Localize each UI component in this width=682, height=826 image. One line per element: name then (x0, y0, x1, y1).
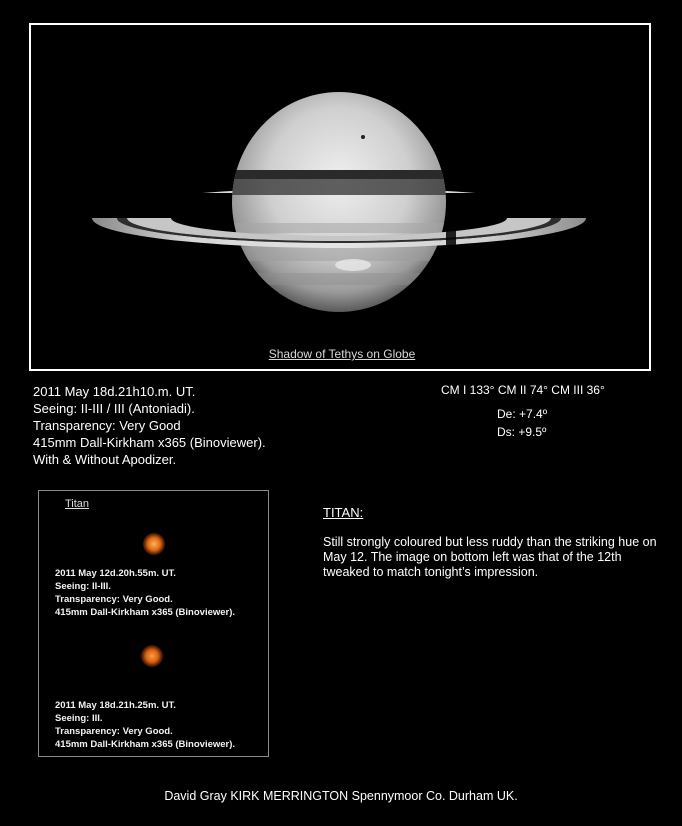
observer-credit: David Gray KIRK MERRINGTON Spennymoor Co. Durham UK. (164, 789, 518, 803)
saturn-image (31, 25, 649, 369)
titan-heading: TITAN: (323, 505, 364, 520)
saturn-globe (226, 92, 456, 312)
obs-transparency: Transparency: Very Good (33, 418, 181, 433)
titan-obs1-telescope: 415mm Dall-Kirkham x365 (Binoviewer). (55, 607, 236, 618)
obs-date: 2011 May 18d.21h10.m. UT. (33, 384, 196, 399)
titan-obs1-date: 2011 May 12d.20h.55m. UT. (55, 568, 176, 579)
obs-apodizer: With & Without Apodizer. (33, 452, 177, 467)
obs-telescope: 415mm Dall-Kirkham x365 (Binoviewer). (33, 435, 266, 450)
titan-image-may12 (143, 533, 165, 555)
titan-panel (38, 490, 269, 757)
observation-details (33, 383, 266, 468)
titan-obs2-date: 2011 May 18d.21h.25m. UT. (55, 700, 176, 711)
titan-obs2-transparency: Transparency: Very Good. (55, 726, 173, 737)
titan-obs1-transparency: Transparency: Very Good. (55, 594, 173, 605)
titan-image-may18 (141, 645, 163, 667)
titan-obs2-telescope: 415mm Dall-Kirkham x365 (Binoviewer). (55, 739, 236, 750)
titan-label: Titan (65, 498, 90, 510)
saturn-image-panel (29, 23, 651, 371)
ds-value: Ds: +9.5º (497, 425, 547, 439)
central-meridians: CM I 133° CM II 74° CM III 36° (441, 383, 605, 397)
titan-obs1-seeing: Seeing: II-III. (55, 581, 111, 592)
titan-description: Still strongly coloured but less ruddy than the striking hue on May 12. The image on bottom left was that of the 12th tweaked to match tonight’s impression. (323, 535, 657, 579)
obs-seeing: Seeing: II-III / III (Antoniadi). (33, 401, 195, 416)
shadow-caption: Shadow of Tethys on Globe (268, 347, 416, 361)
de-value: De: +7.4º (497, 407, 548, 421)
titan-obs2-seeing: Seeing: III. (55, 713, 103, 724)
